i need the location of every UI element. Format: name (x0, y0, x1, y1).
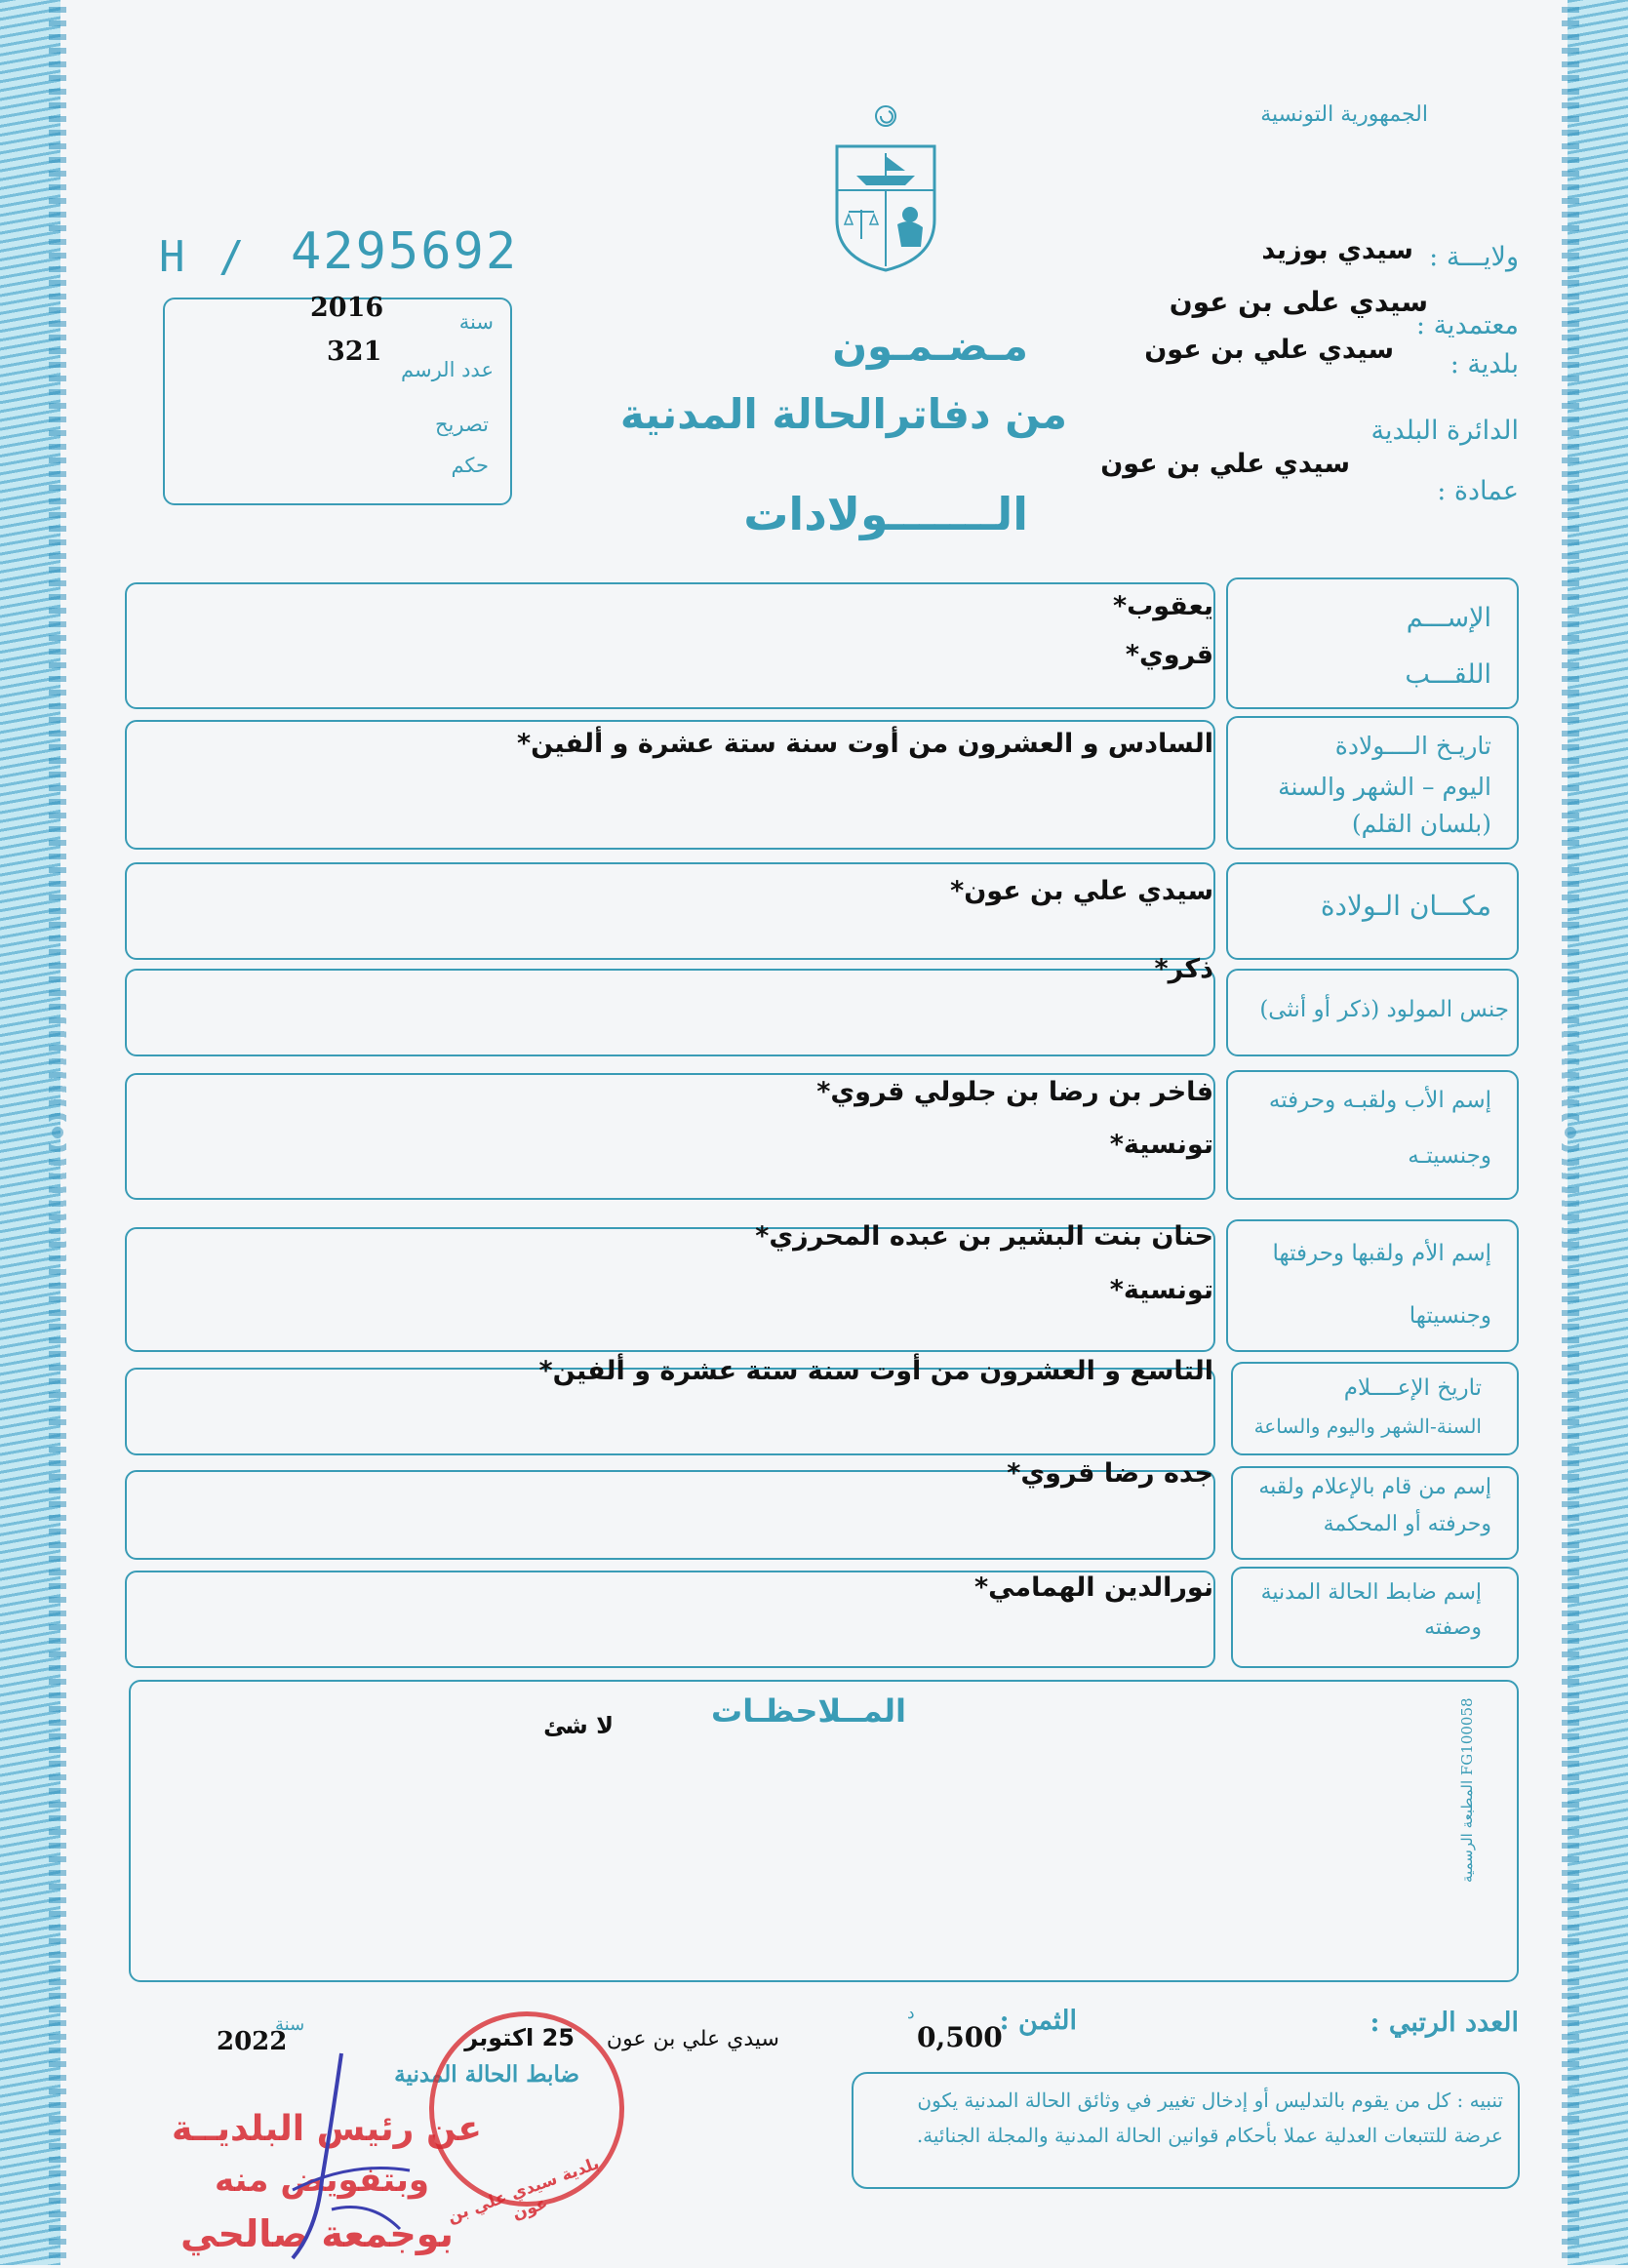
coat-of-arms-emblem (827, 102, 944, 273)
wilaya-label: ولايـــة : (1429, 242, 1519, 272)
baladia-value: سيدي علي بن عون (1144, 335, 1394, 365)
field-value-father-name: فاخر بن رضا بن جلولي قروي* (816, 1077, 1213, 1107)
field-label-name-2: اللقـــب (1405, 659, 1491, 690)
seal-text: بلدية سيدي علي بن عون (445, 2154, 603, 2228)
year-label: سنة (458, 310, 494, 334)
issue-place: سيدي علي بن عون (606, 2027, 779, 2051)
printer-code: المطبعة الرسمية FG100058 (1458, 1697, 1476, 1883)
field-value-mother-name: حنان بنت البشير بن عبده المحرزي* (755, 1221, 1213, 1252)
issue-year: 2022 (217, 2027, 288, 2056)
title-line-2: من دفاترالحالة المدنية (619, 390, 1067, 438)
field-label-declaration-date-2: السنة-الشهر واليوم والساعة (1253, 1414, 1482, 1438)
field-label-officer-2: وصفته (1424, 1615, 1482, 1640)
motamadia-label: معتمدية : (1415, 310, 1519, 340)
field-label-birth-date-1: تاريـخ الــــولادة (1334, 732, 1491, 760)
field-value-box-sex (125, 969, 1215, 1056)
baladia-label: بلدية : (1449, 349, 1519, 379)
field-value-declarant: جده رضا قروي* (1007, 1458, 1213, 1489)
decorative-border-left (0, 0, 60, 2265)
field-label-father-1: إسم الأب ولقبـه وحرفته (1268, 1088, 1491, 1113)
price-label: الثمن : (999, 2006, 1077, 2036)
record-number-value: 321 (327, 337, 382, 367)
declaration-label: تصريح (434, 413, 489, 436)
serial-prefix: H / (159, 232, 249, 282)
warning-text: تنبيه : كل من يقوم بالتدليس أو إدخال تغيير في وثائق الحالة المدنية يكون عرضة للتتبعات العدلية عملا بأحكام قوانين الحالة المدنية والمجلة الجنائية. (916, 2089, 1503, 2147)
handwritten-signature (273, 2044, 429, 2268)
wilaya-value: سيدي بوزيد (1261, 235, 1413, 265)
officer-signature-title: ضابط الحالة المدنية (394, 2061, 579, 2088)
daira-label: الدائرة البلدية (1370, 416, 1519, 446)
imada-label: عمادة : (1437, 476, 1519, 506)
stamp-line-1: عن رئيس البلديــة (172, 2109, 482, 2149)
field-label-box-mother (1226, 1219, 1519, 1352)
field-label-declarant-1: إسم من قام بالإعلام ولقبه (1258, 1475, 1491, 1499)
field-label-mother-2: وجنسيتها (1409, 1303, 1491, 1329)
field-label-mother-1: إسم الأم ولقبها وحرفتها (1272, 1241, 1491, 1266)
price-value: 0,500 (917, 2021, 1003, 2053)
record-number-label: عدد الرسم (401, 358, 494, 381)
field-label-birth-date-3: (بلسان القلم) (1351, 810, 1491, 838)
remarks-value: لا شئ (543, 1712, 614, 1739)
stamp-line-3: بوجمعة صالحي (180, 2212, 454, 2255)
price-unit: د (907, 2004, 915, 2023)
field-label-birth-date-2: اليوم – الشهر والسنة (1278, 773, 1491, 801)
decorative-border-right (1568, 0, 1628, 2265)
judgment-label: حكم (451, 454, 489, 477)
field-label-father-2: وجنسيتـه (1408, 1143, 1491, 1169)
field-label-declarant-2: وحرفته أو المحكمة (1323, 1512, 1491, 1536)
field-label-declaration-date-1: تاريخ الإعــــلام (1343, 1375, 1482, 1401)
republic-label: الجمهورية التونسية (1260, 102, 1428, 127)
issue-year-label: سنة (275, 2014, 305, 2035)
field-value-birth-date: السادس و العشرون من أوت سنة ستة عشرة و ألفين* (516, 729, 1213, 759)
serial-number-label: العدد الرتبي : (1370, 2008, 1519, 2038)
field-value-declaration-date: التاسع و العشرون من أوت سنة ستة عشرة و ألفين* (538, 1356, 1213, 1386)
field-label-officer-1: إسم ضابط الحالة المدنية (1260, 1580, 1482, 1605)
field-value-officer: نورالدين الهمامي* (973, 1572, 1213, 1603)
field-value-sex: ذكر* (1154, 954, 1213, 984)
issue-date: 25 اكتوبر (464, 2024, 575, 2051)
imada-value: سيدي علي بن عون (1100, 449, 1350, 479)
section-title-births: الـــــــولادات (743, 488, 1028, 540)
field-value-father-nationality: تونسية* (1109, 1130, 1213, 1160)
field-value-birth-place: سيدي علي بن عون* (950, 876, 1213, 906)
field-value-last-name: قروي* (1125, 640, 1213, 670)
remarks-title: المــلاحظـات (711, 1692, 906, 1730)
stamp-line-2: وبتفويض منه (214, 2161, 430, 2200)
field-value-first-name: يعقوب* (1113, 591, 1213, 621)
field-label-birth-place: مكـــان الـولادة (1320, 890, 1491, 922)
field-value-box-name (125, 582, 1215, 709)
field-label-name-1: الإســـم (1406, 603, 1491, 633)
year-value: 2016 (310, 293, 384, 323)
field-value-mother-nationality: تونسية* (1109, 1275, 1213, 1305)
serial-number: 4295692 (291, 222, 519, 281)
field-label-sex: جنس المولود (ذكر أو أنثى) (1259, 997, 1509, 1022)
motamadia-value: سيدي على بن عون (1169, 286, 1428, 318)
title-line-1: مـضـمـون (832, 322, 1028, 370)
